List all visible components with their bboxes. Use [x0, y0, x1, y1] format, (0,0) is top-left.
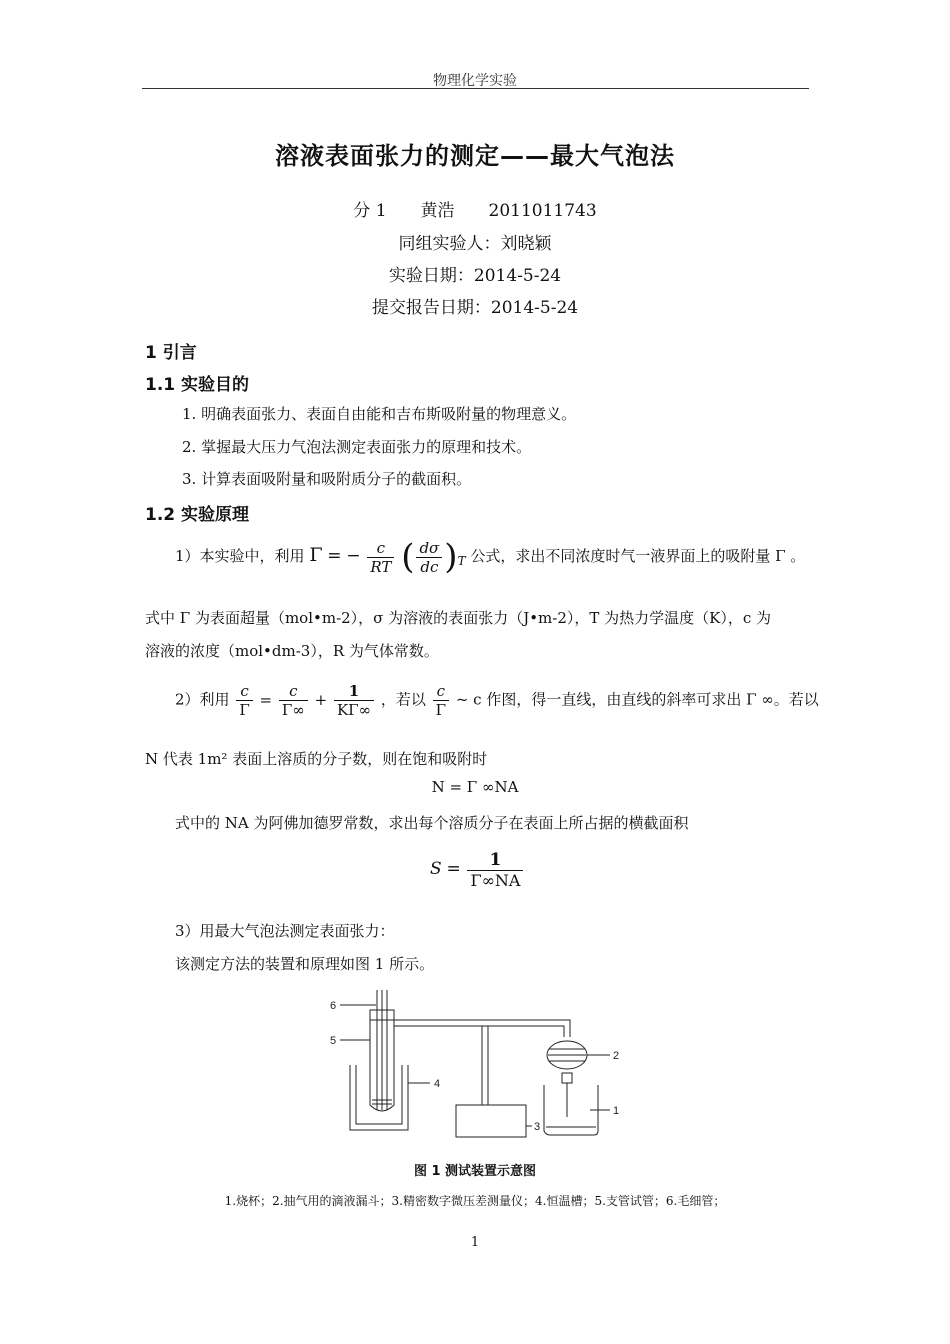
principle-2-line2: N 代表 1m² 表面上溶质的分子数，则在饱和吸附时: [145, 750, 488, 768]
principle-1-definitions: 式中 Γ 为表面超量（mol•m-2），σ 为溶液的表面张力（J•m-2），T 为热力学温度（K），c 为: [145, 609, 772, 627]
label-4: 4: [434, 1078, 441, 1090]
equation-n: N = Γ ∞NA: [431, 778, 519, 796]
objective-item: 3. 计算表面吸附量和吸附质分子的截面积。: [182, 470, 472, 488]
page-title: 溶液表面张力的测定——最大气泡法: [275, 142, 675, 170]
header-rule: [142, 88, 809, 89]
langmuir-equation: $\frac{c}{\Gamma}$ = $\frac{c}{\Gamma\infty}$ + $\frac{1}{K\Gamma\infty}$: [234, 691, 381, 709]
label-3: 3: [534, 1121, 541, 1133]
principle-2-line3: 式中的 NA 为阿佛加德罗常数，求出每个溶质分子在表面上所占据的横截面积: [175, 814, 689, 832]
apparatus-diagram: [320, 985, 640, 1145]
principle-1-prefix: 1）本实验中，利用: [175, 547, 305, 565]
principle-3-line2: 该测定方法的装置和原理如图 1 所示。: [175, 955, 435, 973]
section-heading-objective: 1.1 实验目的: [145, 375, 250, 395]
figure-legend: 1.烧杯；2.抽气用的滴液漏斗；3.精密数字微压差测量仪；4.恒温槽；5.支管试管；6.毛细管；: [224, 1194, 726, 1208]
objective-item: 1. 明确表面张力、表面自由能和吉布斯吸附量的物理意义。: [182, 405, 577, 423]
page-number: 1: [470, 1235, 480, 1250]
micromanometer-box: [456, 1105, 526, 1137]
submit-date: 提交报告日期：2014-5-24: [371, 298, 579, 318]
label-1: 1: [613, 1105, 620, 1117]
objective-item: 2. 掌握最大压力气泡法测定表面张力的原理和技术。: [182, 438, 532, 456]
partner-line: 同组实验人：刘晓颖: [398, 234, 552, 254]
section-heading-intro: 1 引言: [145, 343, 197, 363]
figure-caption: 图 1 测试装置示意图: [413, 1164, 537, 1179]
label-5: 5: [330, 1035, 337, 1047]
principle-3-line1: 3）用最大气泡法测定表面张力：: [175, 922, 395, 940]
principle-1: [175, 537, 805, 577]
author-line: 分 1 黄浩 2011011743: [353, 201, 597, 221]
label-2: 2: [613, 1050, 620, 1062]
principle-1-suffix: 公式，求出不同浓度时气一液界面上的吸附量 Γ 。: [470, 547, 806, 565]
gibbs-equation: Γ = − $\frac{c}{RT}$ ( $\frac{d\sigma}{dc}$ )$_T$: [309, 537, 466, 577]
running-header: 物理化学实验: [433, 73, 517, 89]
funnel-stopcock: [562, 1073, 572, 1083]
section-heading-principle: 1.2 实验原理: [145, 505, 250, 525]
experiment-date: 实验日期：2014-5-24: [388, 266, 562, 286]
principle-2: 2）利用 $\frac{c}{\Gamma}$ = $\frac{c}{\Gamma\infty}$ + $\frac{1}{K\Gamma\infty}$ ，若以 $\frac{c}{\Gamma}$ ~ c 作图，得一直线，由直线的斜率可求出 Γ ∞。若以: [175, 682, 819, 719]
label-6: 6: [330, 1000, 337, 1012]
area-equation: S = $\frac{1}{\Gamma\infty NA}$: [430, 850, 525, 890]
thermostat-bath: [350, 1065, 408, 1130]
principle-1-definitions-2: 溶液的浓度（mol•dm-3），R 为气体常数。: [145, 642, 439, 660]
